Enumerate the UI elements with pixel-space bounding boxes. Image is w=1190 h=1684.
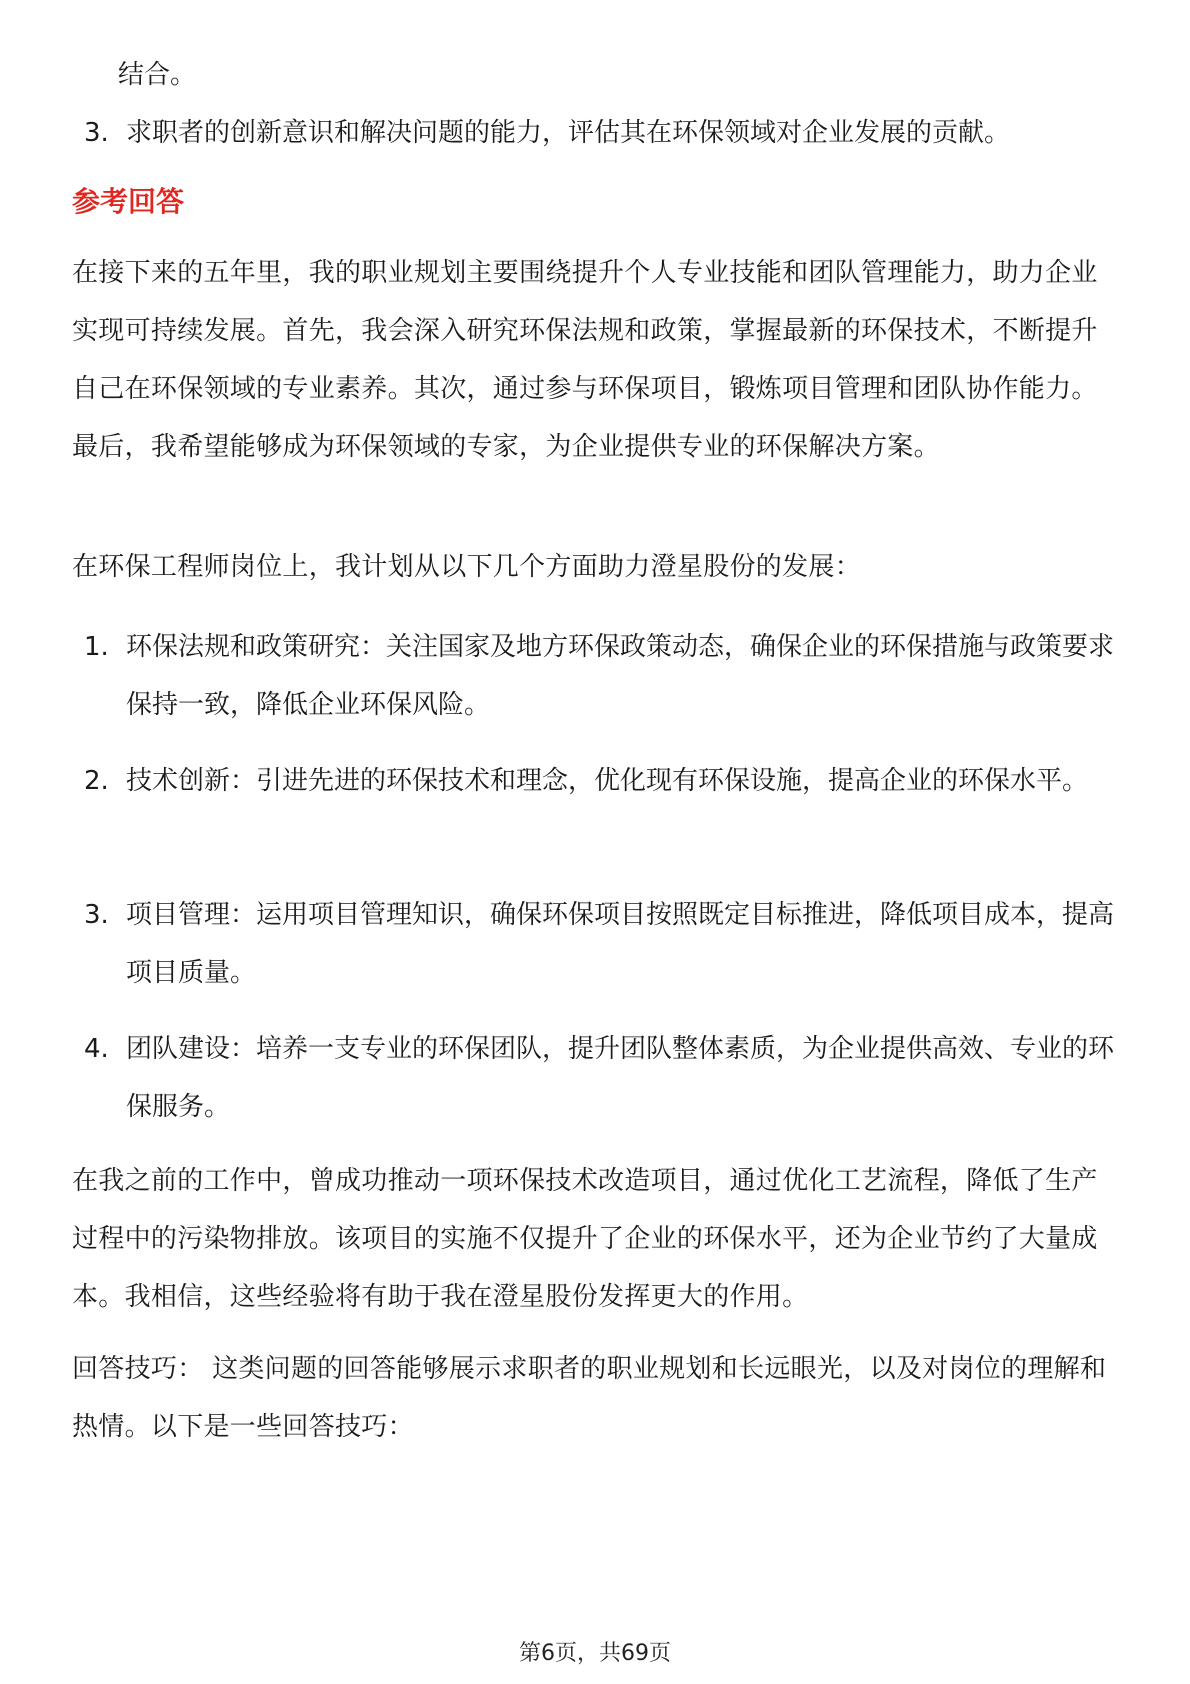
list-text: 环保法规和政策研究：关注国家及地方环保政策动态，确保企业的环保措施与政策要求保持一致，降低企业环保风险。 — [126, 632, 1115, 720]
paragraph: 在接下来的五年里，我的职业规划主要围绕提升个人专业技能和团队管理能力，助力企业实现可持续发展。首先，我会深入研究环保法规和政策，掌握最新的环保技术，不断提升自己在环保领域的专业素养。其次，通过参与环保项目，锻炼项目管理和团队协作能力。最后，我希望能够成为环保领域的专家，为企业提供专业的环保解决方案。 — [72, 258, 1098, 462]
continuation-text: 结合。 — [118, 60, 197, 90]
list-number: 4. — [84, 1034, 109, 1064]
list-item — [84, 752, 1124, 810]
list-item — [84, 886, 1124, 1002]
list-text: 技术创新：引进先进的环保技术和理念，优化现有环保设施，提高企业的环保水平。 — [126, 766, 1089, 796]
list-text: 团队建设：培养一支专业的环保团队，提升团队整体素质，为企业提供高效、专业的环保服务。 — [126, 1034, 1115, 1122]
prev-list-item — [84, 104, 1124, 162]
list-number: 3. — [84, 900, 109, 930]
list-number: 3. — [84, 118, 109, 148]
paragraph: 回答技巧： 这类问题的回答能够展示求职者的职业规划和长远眼光，以及对岗位的理解和热情。以下是一些回答技巧： — [72, 1354, 1107, 1442]
list-text: 项目管理：运用项目管理知识，确保环保项目按照既定目标推进，降低项目成本，提高项目质量。 — [126, 900, 1115, 988]
list-number: 1. — [84, 632, 109, 662]
list-number: 2. — [84, 766, 109, 796]
list-text: 求职者的创新意识和解决问题的能力，评估其在环保领域对企业发展的贡献。 — [126, 118, 1011, 148]
page-footer: 第6页，共69页 — [519, 1641, 671, 1666]
paragraph: 在我之前的工作中，曾成功推动一项环保技术改造项目，通过优化工艺流程，降低了生产过程中的污染物排放。该项目的实施不仅提升了企业的环保水平，还为企业节约了大量成本。我相信，这些经验将有助于我在澄星股份发挥更大的作用。 — [72, 1166, 1098, 1312]
paragraph: 在环保工程师岗位上，我计划从以下几个方面助力澄星股份的发展： — [72, 552, 862, 582]
list-item — [84, 618, 1124, 734]
section-title: 参考回答 — [72, 185, 185, 218]
list-item — [84, 1020, 1124, 1136]
